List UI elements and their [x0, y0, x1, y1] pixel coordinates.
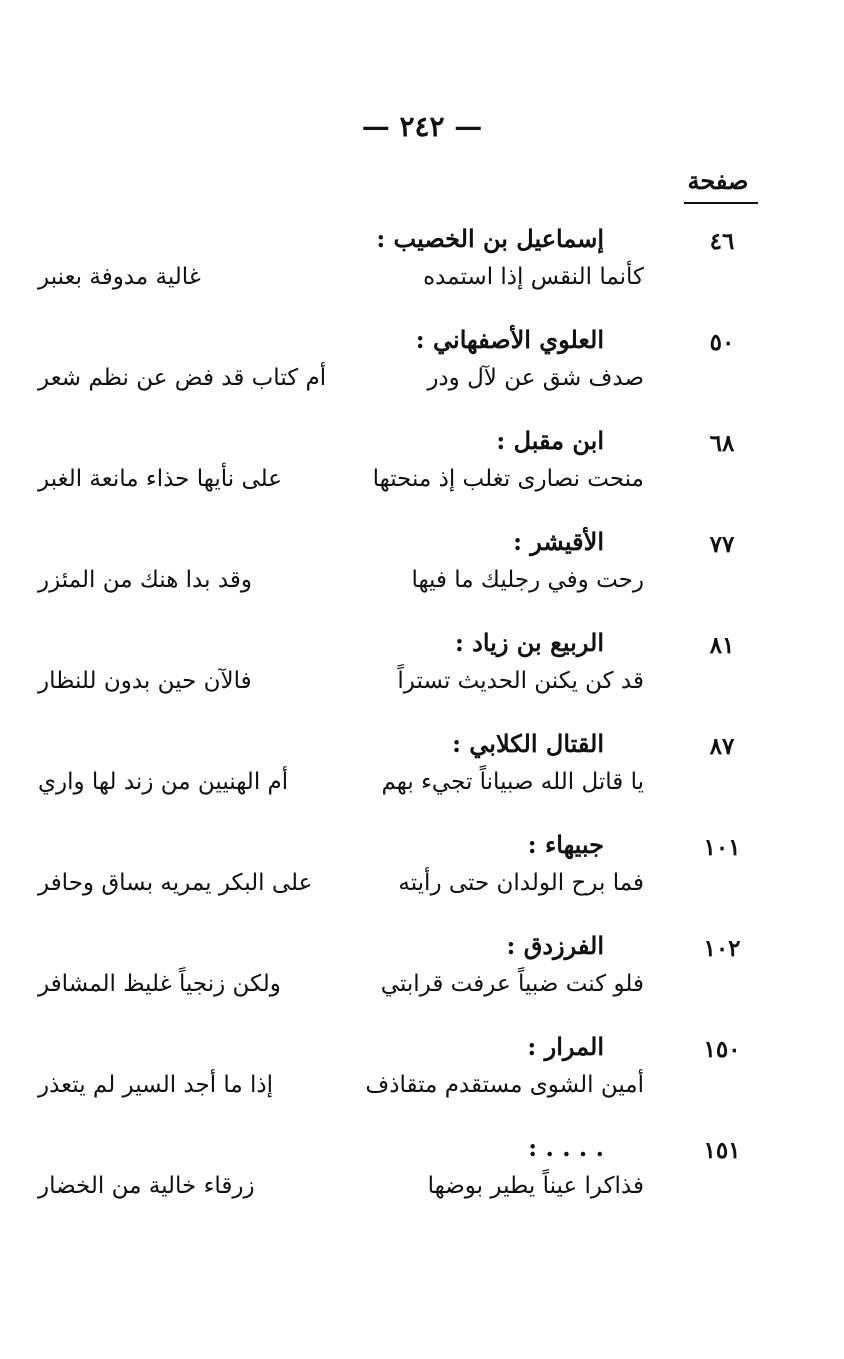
entry-page-number: ٥٠: [709, 329, 735, 356]
verse-first-hemistich: كأنما النقس إذا استمده: [423, 264, 644, 290]
entry-page-number: ٧٧: [709, 531, 735, 558]
verse-first-hemistich: منحت نصارى تغلب إذ منحتها: [372, 466, 644, 492]
index-entry: [0, 624, 844, 725]
page-column-header: صفحة: [687, 166, 749, 195]
header-underline: [684, 202, 758, 204]
index-entry: [0, 927, 844, 1028]
index-entry: [0, 725, 844, 826]
poet-name: العلوي الأصفهاني :: [415, 325, 604, 354]
poet-name: ابن مقبل :: [496, 426, 604, 455]
verse-second-hemistich: أم كتاب قد فض عن نظم شعر: [38, 365, 327, 391]
index-entry: [0, 1028, 844, 1129]
verse-second-hemistich: زرقاء خالية من الخضار: [38, 1173, 255, 1199]
index-entry: [0, 1129, 844, 1230]
verse-second-hemistich: على البكر يمريه بساق وحافر: [38, 870, 313, 896]
index-entry: [0, 321, 844, 422]
verse-second-hemistich: ولكن زنجياً غليظ المشافر: [38, 971, 281, 997]
entry-page-number: ١٠٢: [703, 935, 741, 962]
entry-page-number: ١٥٠: [703, 1036, 741, 1063]
verse-first-hemistich: رحت وفي رجليك ما فيها: [411, 567, 644, 593]
verse-second-hemistich: غالية مدوفة بعنبر: [38, 264, 201, 290]
poet-name: جبيهاء :: [527, 830, 604, 859]
index-entry: [0, 523, 844, 624]
verse-first-hemistich: فذاكرا عيناً يطير بوضها: [427, 1173, 644, 1199]
poet-name: إسماعيل بن الخصيب :: [376, 224, 604, 253]
entry-page-number: ١٥١: [703, 1137, 741, 1164]
entry-page-number: ٤٦: [709, 228, 735, 255]
entry-page-number: ٨٧: [709, 733, 735, 760]
poet-name: المرار :: [527, 1032, 604, 1061]
entry-page-number: ٨١: [709, 632, 735, 659]
index-entry: [0, 422, 844, 523]
verse-second-hemistich: أم الهنيين من زند لها واري: [38, 769, 289, 795]
poet-name: القتال الكلابي :: [452, 729, 604, 758]
poet-name: الربيع بن زياد :: [454, 628, 604, 657]
entry-page-number: ١٠١: [703, 834, 741, 861]
verse-second-hemistich: وقد بدا هنك من المئزر: [38, 567, 252, 593]
poet-name: الأقيشر :: [513, 527, 604, 556]
verse-first-hemistich: صدف شق عن لآل ودر: [427, 365, 644, 391]
verse-index: [0, 220, 844, 1230]
verse-first-hemistich: فلو كنت ضبياً عرفت قرابتي: [380, 971, 644, 997]
verse-second-hemistich: على نأيها حذاء مانعة الغبر: [38, 466, 282, 492]
page-number: — ٢٤٢ —: [361, 110, 483, 143]
index-entry: [0, 826, 844, 927]
verse-first-hemistich: فما برح الولدان حتى رأيته: [398, 870, 644, 896]
verse-first-hemistich: قد كن يكنن الحديث تستراً: [397, 668, 644, 694]
poet-name: . . . . :: [528, 1133, 604, 1162]
verse-second-hemistich: فالآن حين بدون للنظار: [38, 668, 252, 694]
poet-name: الفرزدق :: [506, 931, 604, 960]
entry-page-number: ٦٨: [709, 430, 735, 457]
verse-first-hemistich: يا قاتل الله صبياناً تجيء بهم: [381, 769, 644, 795]
verse-first-hemistich: أمين الشوى مستقدم متقاذف: [365, 1072, 644, 1098]
index-entry: [0, 220, 844, 321]
verse-second-hemistich: إذا ما أجد السير لم يتعذر: [38, 1072, 274, 1098]
